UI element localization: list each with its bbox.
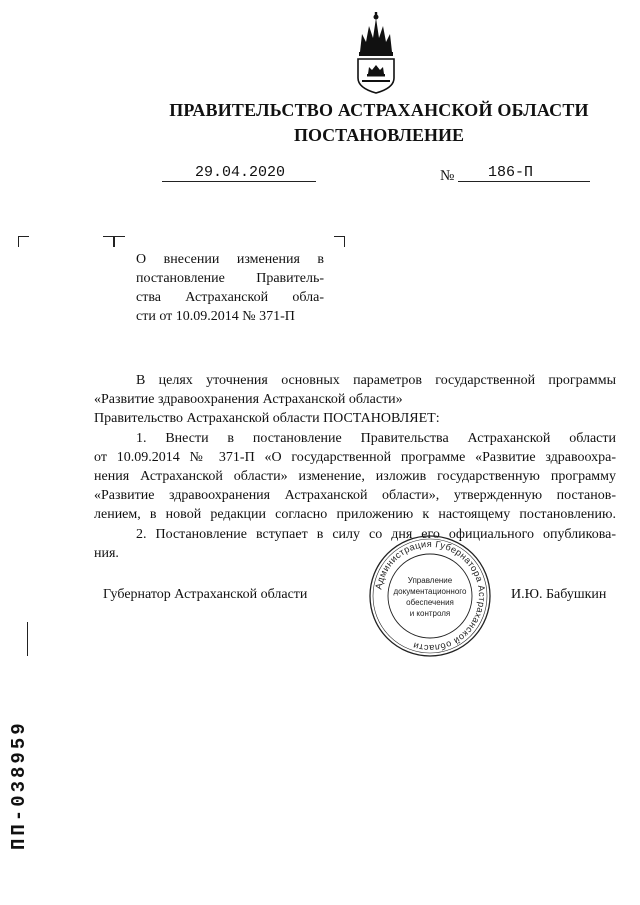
signatory-role: Губернатор Астраханской области	[103, 587, 308, 602]
document-type-title: ПОСТАНОВЛЕНИЕ	[293, 125, 465, 145]
document-subject	[136, 250, 324, 326]
body-line: «Развитие здравоохранения Астраханской области»	[94, 392, 403, 408]
coat-of-arms-emblem	[352, 12, 400, 94]
subject-line: сти от 10.09.2014 № 371-П	[136, 309, 295, 324]
number-underline	[458, 181, 590, 182]
side-registration-code: ПП-038959	[8, 720, 30, 850]
svg-text:Администрация Губернатора Астр	[373, 539, 487, 653]
body-line: 2. Постановление вступает в силу со дня его официального опубликова-	[136, 526, 616, 542]
organization-title: ПРАВИТЕЛЬСТВО АСТРАХАНСКОЙ ОБЛАСТИ	[169, 100, 589, 120]
official-stamp	[367, 533, 493, 659]
number-sign: №	[440, 168, 455, 184]
document-date: 29.04.2020	[194, 164, 285, 181]
stamp-outer-text: Администрация Губернатора Астраханской области	[373, 538, 488, 654]
document-number: 186-П	[488, 164, 534, 181]
stamp-inner-line: обеспечения	[406, 598, 454, 607]
corner-mark-subject-right	[334, 236, 345, 247]
subject-line: постановление Правитель-	[136, 271, 324, 286]
stamp-inner-line: и контроля	[409, 609, 451, 618]
corner-mark-left	[18, 236, 29, 247]
body-line: ния.	[94, 545, 119, 561]
corner-mark-subject-left-a	[103, 236, 114, 247]
stamp-inner-line: документационного	[393, 587, 467, 596]
body-line: от 10.09.2014 № 371-П «О государственной программе «Развитие здравоохра-	[94, 449, 616, 465]
subject-line: ства Астраханской обла-	[136, 290, 324, 305]
body-line: Правительство Астраханской области ПОСТАНОВЛЯЕТ:	[94, 411, 440, 427]
subject-line: О внесении изменения в	[136, 252, 324, 267]
stamp-inner-line: Управление	[407, 576, 453, 585]
body-line: В целях уточнения основных параметров государственной программы	[136, 373, 616, 388]
body-line: «Развитие здравоохранения Астраханской области», утвержденную постанов-	[94, 488, 616, 504]
body-line: 1. Внести в постановление Правительства Астраханской области	[136, 430, 616, 446]
date-underline	[162, 181, 316, 182]
body-line: лением, в новой редакции согласно приложению к настоящему постановлению.	[94, 507, 616, 523]
signatory-name: И.Ю. Бабушкин	[511, 587, 607, 602]
corner-mark-subject-left-b	[114, 236, 125, 247]
document-body	[94, 371, 616, 563]
body-line: нения Астраханской области» изменение, изложив государственную программу	[94, 469, 616, 485]
